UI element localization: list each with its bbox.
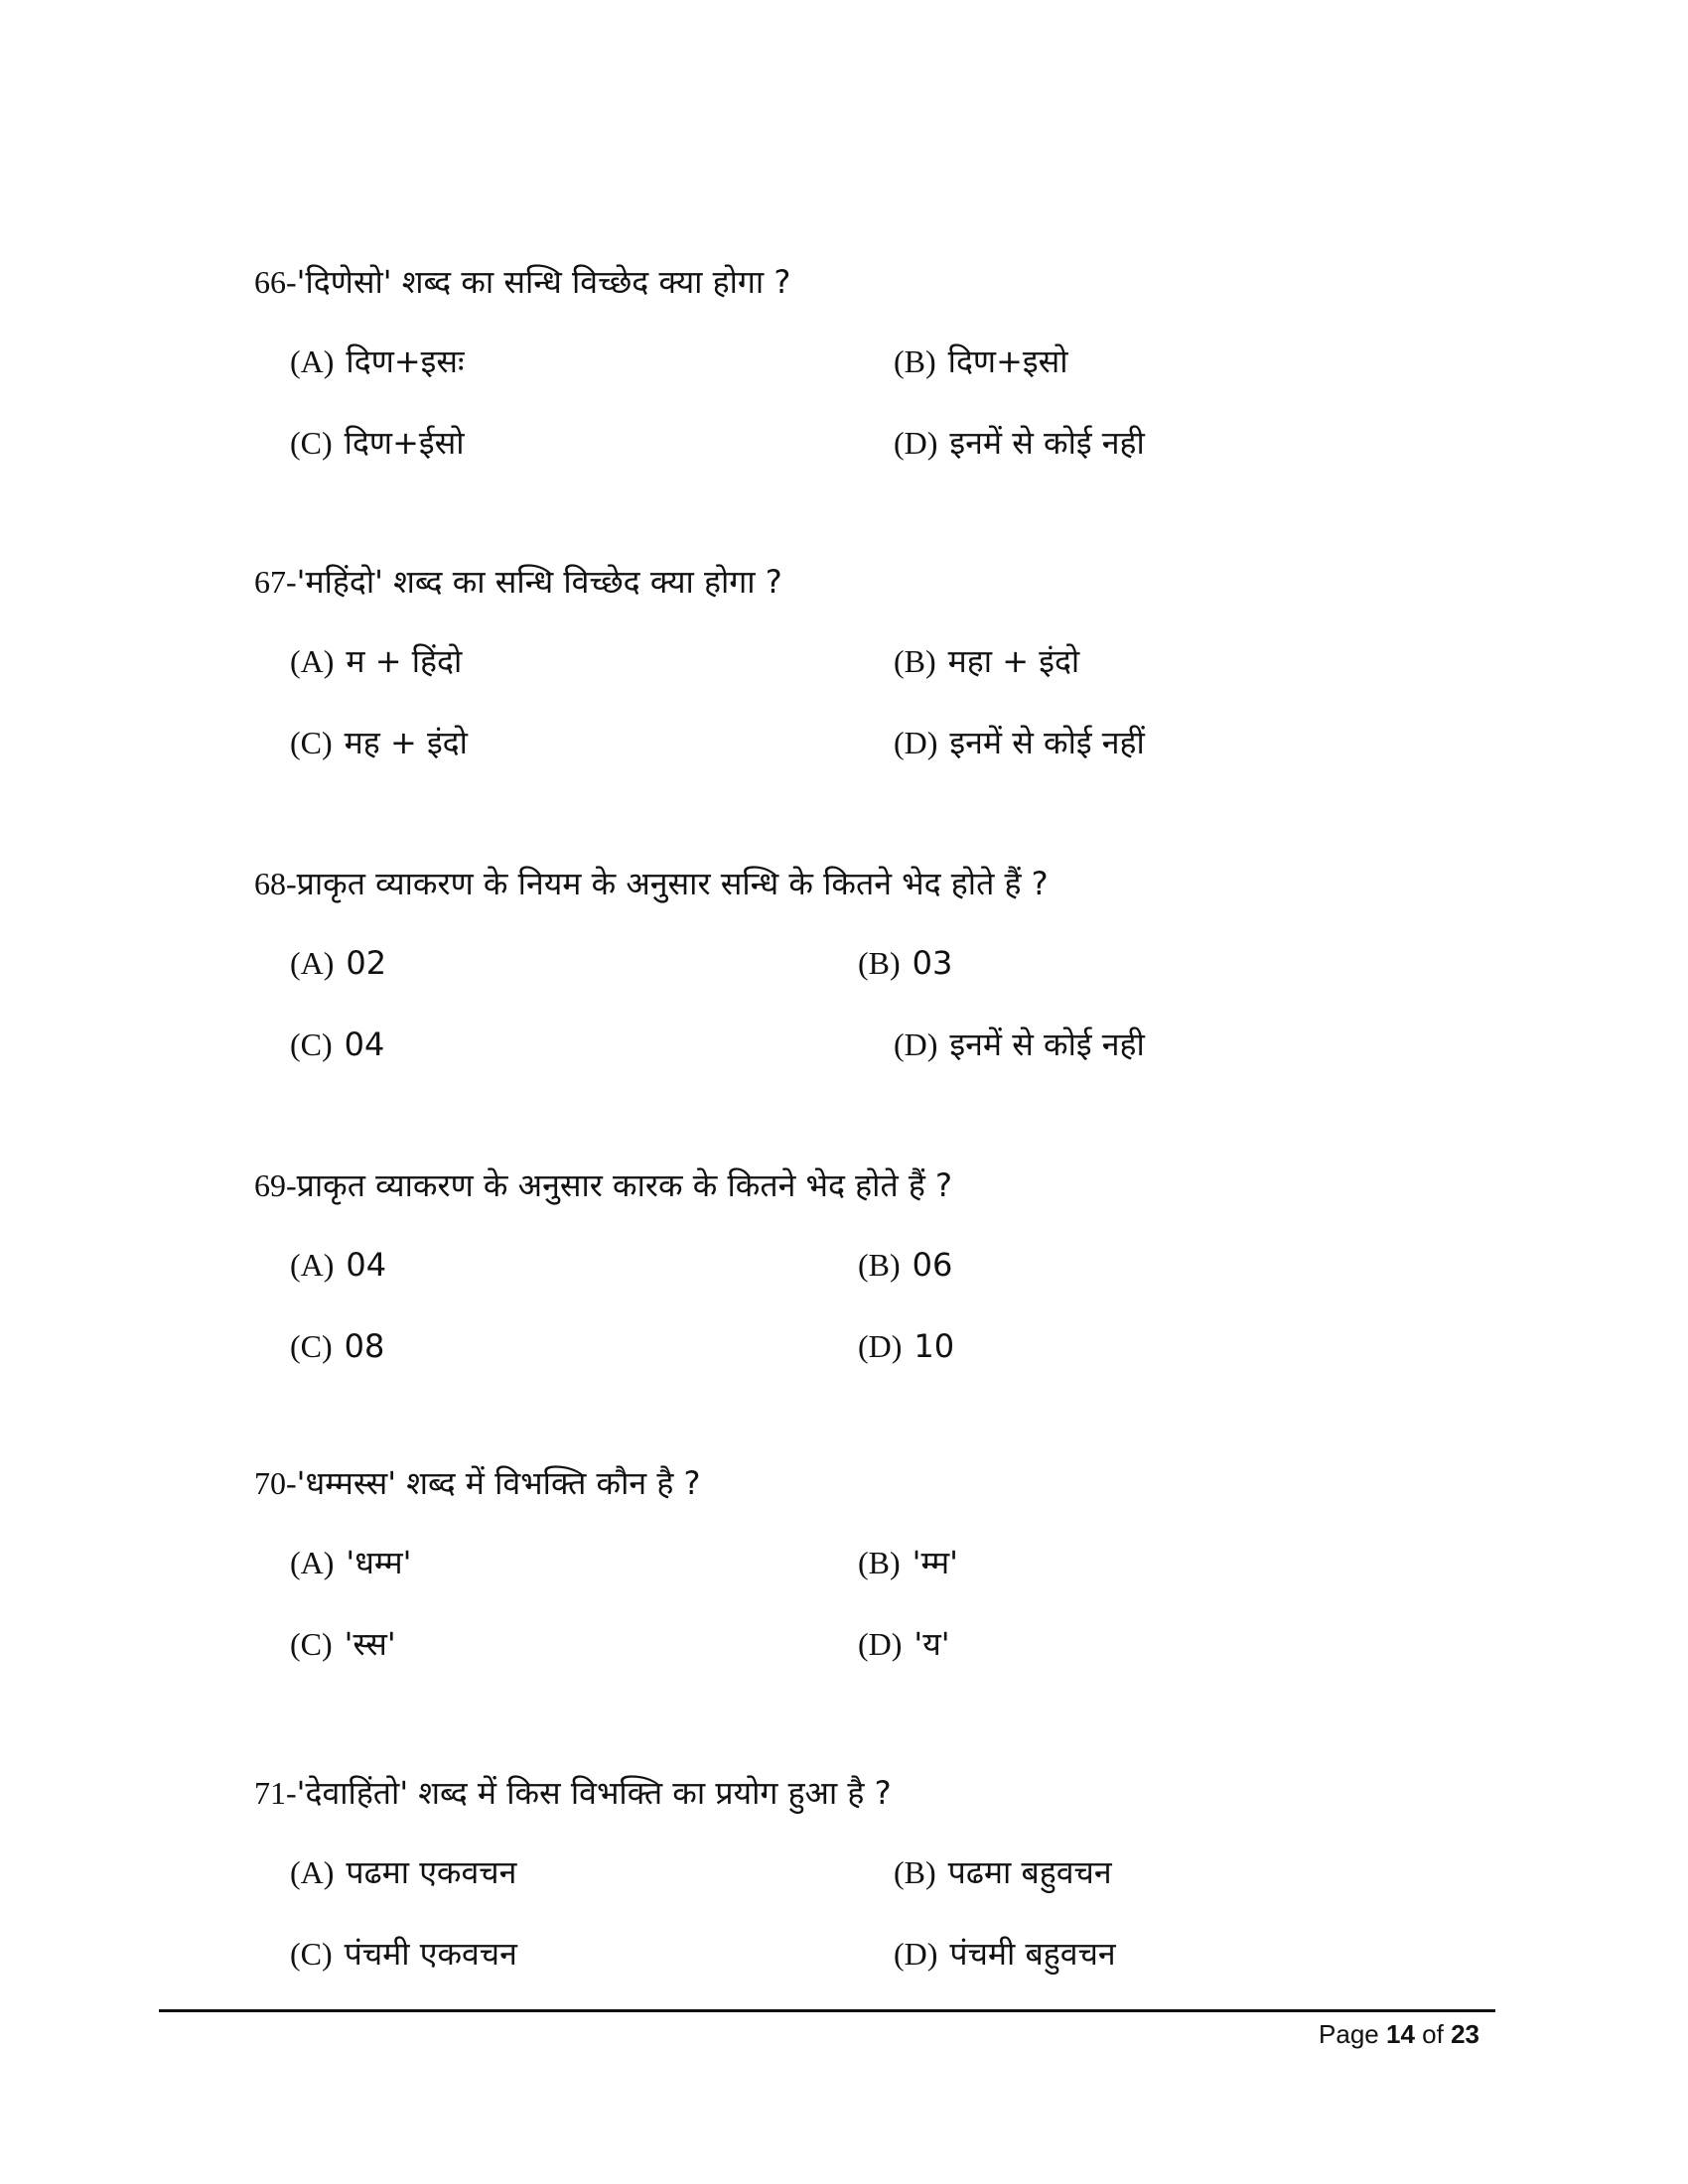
option-d	[858, 1624, 950, 1664]
question-71	[0, 1773, 1688, 2011]
option-text: महा + इंदो	[947, 642, 1080, 680]
total-pages-number: 23	[1451, 2019, 1479, 2049]
option-label: (C)	[290, 1936, 333, 1972]
option-label: (B)	[858, 1545, 901, 1580]
option-label: (A)	[290, 1247, 335, 1283]
option-text: म + हिंदो	[346, 642, 463, 680]
option-text: 10	[914, 1327, 955, 1365]
option-a	[290, 1245, 386, 1285]
option-label: (B)	[858, 945, 901, 981]
option-c	[290, 1934, 517, 1974]
option-text: इनमें से कोई नहीं	[949, 724, 1145, 761]
question-number: 69-	[254, 1167, 297, 1203]
question-text	[254, 562, 782, 602]
question-stem: 'धम्मस्स' शब्द में विभक्ति कौन है ?	[296, 1464, 701, 1502]
option-label: (C)	[290, 1328, 333, 1364]
question-number: 70-	[254, 1465, 297, 1501]
option-label: (D)	[858, 1626, 903, 1662]
option-b	[858, 1543, 958, 1582]
of-word: of	[1422, 2019, 1444, 2049]
page-word: Page	[1319, 2019, 1379, 2049]
question-number: 68-	[254, 866, 297, 901]
current-page-number: 14	[1386, 2019, 1415, 2049]
option-text: 02	[346, 944, 387, 982]
option-label: (B)	[894, 643, 936, 679]
option-text: 04	[346, 1246, 387, 1284]
option-c	[290, 1024, 384, 1064]
option-d	[894, 423, 1145, 463]
option-c	[290, 423, 465, 463]
option-label: (B)	[894, 1854, 936, 1890]
option-text: 03	[912, 944, 953, 982]
option-text: 'स्स'	[344, 1625, 396, 1663]
option-label: (B)	[858, 1247, 901, 1283]
option-b	[894, 341, 1068, 381]
question-stem: प्राकृत व्याकरण के अनुसार कारक के कितने भेद होते हैं ?	[296, 1166, 953, 1204]
option-label: (D)	[894, 1026, 938, 1062]
option-text: इनमें से कोई नही	[949, 1025, 1145, 1063]
question-stem: प्राकृत व्याकरण के नियम के अनुसार सन्धि के कितने भेद होते हैं ?	[296, 865, 1049, 902]
option-text: 06	[912, 1246, 953, 1284]
option-b	[858, 943, 952, 983]
page-number-footer	[1319, 2017, 1479, 2051]
option-c	[290, 1624, 396, 1664]
option-label: (D)	[858, 1328, 903, 1364]
option-d	[858, 1326, 954, 1366]
option-label: (D)	[894, 1936, 938, 1972]
question-number: 71-	[254, 1775, 297, 1811]
option-text: दिण+ईसो	[344, 424, 465, 462]
option-d	[894, 1934, 1116, 1974]
question-66	[0, 262, 1688, 500]
option-label: (C)	[290, 725, 333, 760]
question-text	[254, 1463, 700, 1503]
question-text	[254, 262, 790, 302]
option-a	[290, 943, 386, 983]
option-text: दिण+इसो	[947, 342, 1068, 380]
question-stem: 'दिणेसो' शब्द का सन्धि विच्छेद क्या होगा ?	[296, 263, 791, 301]
option-text: 'य'	[914, 1625, 950, 1663]
option-b	[894, 1852, 1112, 1892]
question-number: 66-	[254, 264, 297, 300]
question-text	[254, 1165, 952, 1205]
option-text: इनमें से कोई नही	[949, 424, 1145, 462]
question-text	[254, 1773, 892, 1813]
option-b	[858, 1245, 952, 1285]
option-label: (C)	[290, 425, 333, 461]
option-label: (D)	[894, 725, 938, 760]
option-text: पढमा बहुवचन	[947, 1853, 1112, 1891]
question-68	[0, 864, 1688, 1102]
option-label: (A)	[290, 945, 335, 981]
option-d	[894, 1024, 1145, 1064]
option-a	[290, 1852, 516, 1892]
question-number: 67-	[254, 564, 297, 600]
question-stem: 'देवाहिंतो' शब्द में किस विभक्ति का प्रयोग हुआ है ?	[296, 1774, 892, 1812]
option-d	[894, 723, 1145, 762]
option-c	[290, 723, 468, 762]
option-a	[290, 341, 464, 381]
option-label: (A)	[290, 1545, 335, 1580]
option-label: (A)	[290, 1854, 335, 1890]
question-67	[0, 562, 1688, 800]
option-text: पंचमी बहुवचन	[949, 1935, 1116, 1973]
option-label: (A)	[290, 643, 335, 679]
option-b	[894, 641, 1079, 681]
option-label: (A)	[290, 343, 335, 379]
option-label: (C)	[290, 1026, 333, 1062]
footer-divider	[159, 2009, 1495, 2012]
option-text: पंचमी एकवचन	[344, 1935, 517, 1973]
option-c	[290, 1326, 384, 1366]
option-a	[290, 641, 462, 681]
option-text: दिण+इसः	[346, 342, 465, 380]
option-text: 'धम्म'	[346, 1544, 412, 1581]
option-a	[290, 1543, 411, 1582]
option-label: (D)	[894, 425, 938, 461]
question-69	[0, 1165, 1688, 1404]
question-text	[254, 864, 1049, 903]
option-text: 08	[344, 1327, 385, 1365]
option-text: मह + इंदो	[344, 724, 468, 761]
option-text: 'म्म'	[912, 1544, 958, 1581]
option-label: (C)	[290, 1626, 333, 1662]
question-70	[0, 1463, 1688, 1702]
option-text: 04	[344, 1025, 385, 1063]
question-stem: 'महिंदो' शब्द का सन्धि विच्छेद क्या होगा ?	[296, 563, 782, 601]
option-label: (B)	[894, 343, 936, 379]
option-text: पढमा एकवचन	[346, 1853, 517, 1891]
